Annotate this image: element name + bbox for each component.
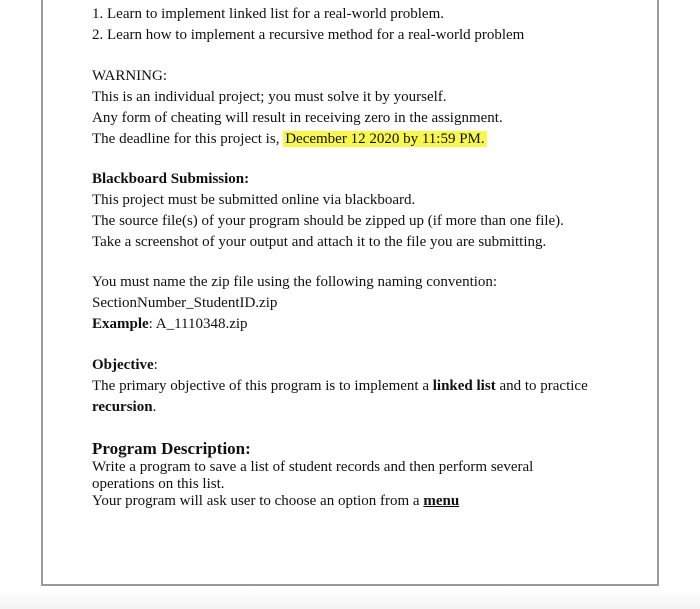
blackboard-line-1: This project must be submitted online via blackboard. <box>92 192 416 208</box>
objective-term-linked-list: linked list <box>432 378 496 394</box>
objective-text-line-2 <box>92 397 632 418</box>
program-description-section <box>92 438 632 510</box>
deadline-value: December 12 2020 by 11:59 PM. <box>285 131 485 147</box>
program-description-line3-prefix: Your program will ask user to choose an option from a <box>92 493 424 509</box>
program-description-line-2: operations on this list. <box>92 476 225 492</box>
example-label: Example <box>92 316 149 332</box>
warning-section <box>92 66 632 150</box>
program-description-line-3 <box>92 493 632 510</box>
objective-heading: Objective <box>92 357 154 373</box>
naming-intro: You must name the zip file using the following naming convention: <box>92 274 498 290</box>
deadline-prefix: The deadline for this project is, <box>92 131 284 147</box>
blackboard-line-2: The source file(s) of your program should be zipped up (if more than one file). <box>92 213 564 229</box>
page-bottom-margin <box>0 590 700 609</box>
objective-term-recursion: recursion <box>92 399 153 415</box>
outcome-item-2: 2. Learn how to implement a recursive method for a real-world problem <box>92 27 525 43</box>
warning-line-1: This is an individual project; you must solve it by yourself. <box>92 89 447 105</box>
objective-text-before: The primary objective of this program is to implement a <box>92 378 433 394</box>
blackboard-heading: Blackboard Submission: <box>92 171 250 187</box>
program-description-line-1: Write a program to save a list of student records and then perform several <box>92 459 534 475</box>
learning-outcomes <box>92 4 632 46</box>
program-description-menu-term: menu <box>423 493 460 509</box>
objective-heading-colon: : <box>153 357 158 373</box>
outcome-item-1: 1. Learn to implement linked list for a real-world problem. <box>92 6 444 22</box>
naming-section <box>92 272 632 335</box>
objective-heading-line <box>92 355 632 376</box>
deadline-line <box>92 129 632 150</box>
warning-line-2: Any form of cheating will result in receiving zero in the assignment. <box>92 110 503 126</box>
example-value: : A_1110348.zip <box>148 316 248 332</box>
naming-example <box>92 314 632 335</box>
warning-heading: WARNING: <box>92 68 167 84</box>
blackboard-line-3: Take a screenshot of your output and attach it to the file you are submitting. <box>92 234 547 250</box>
blackboard-section <box>92 169 632 253</box>
objective-text-middle: and to practice <box>495 378 588 394</box>
objective-section <box>92 355 632 418</box>
program-description-heading: Program Description: <box>92 439 251 458</box>
objective-text-end: . <box>152 399 157 415</box>
objective-text-line-1 <box>92 376 632 397</box>
naming-convention: SectionNumber_StudentID.zip <box>92 295 278 311</box>
document-content <box>92 4 632 510</box>
